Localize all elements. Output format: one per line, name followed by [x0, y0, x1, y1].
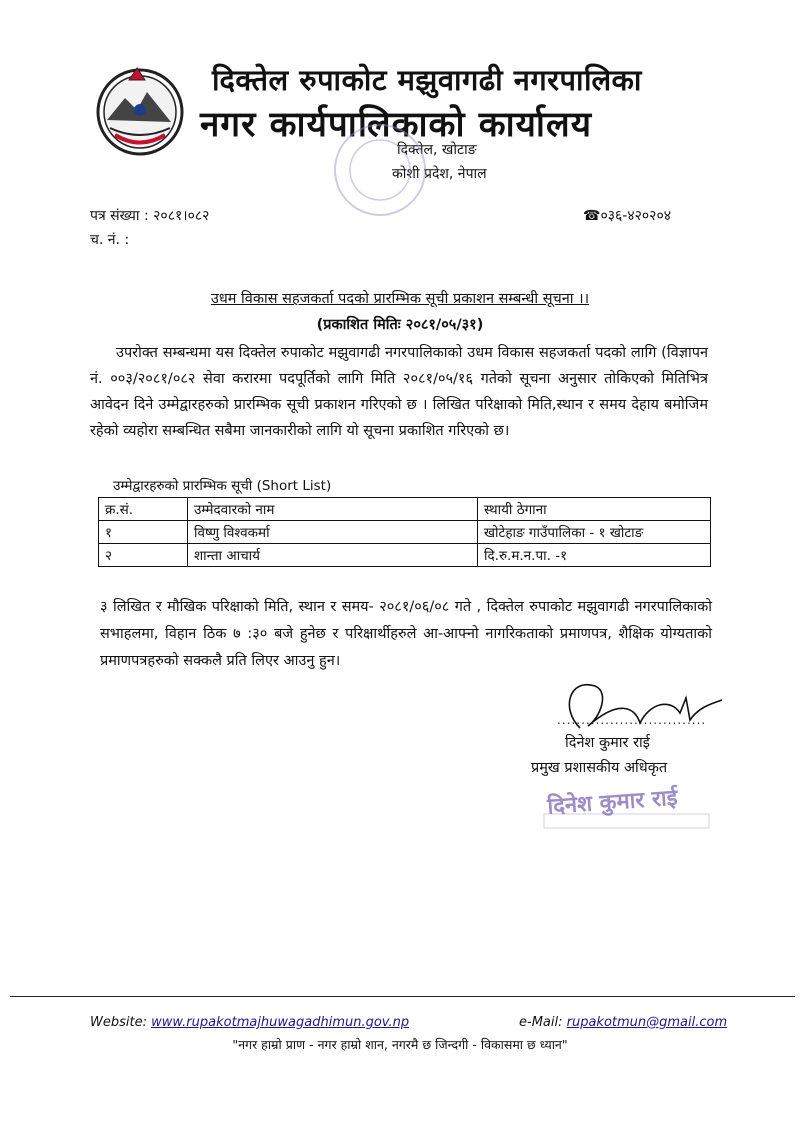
phone-number: ☎०३६-४२०२०४: [583, 208, 672, 224]
published-date: (प्रकाशित मितिः २०८१/०५/३१): [316, 317, 484, 333]
column-header-name: उम्मेदवारको नाम: [188, 498, 478, 521]
signer-title: प्रमुख प्रशासकीय अधिकृत: [531, 760, 668, 776]
email-link[interactable]: rupakotmun@gmail.com: [566, 1015, 728, 1030]
footer-divider: [10, 996, 795, 997]
cell-address: दि.रु.म.न.पा. -१: [478, 544, 711, 567]
email-label: e-Mail:: [519, 1015, 567, 1030]
municipality-name: दिक्तेल रुपाकोट मझुवागढी नगरपालिका: [212, 63, 642, 97]
shortlist-caption: उम्मेद्वारहरुको प्रारम्भिक सूची (Short List): [113, 478, 332, 494]
website-label: Website:: [90, 1015, 152, 1030]
address-line-1: दिक्तेल, खोटाङ: [397, 142, 477, 158]
stamp-text: दिनेश कुमार राई: [546, 785, 679, 820]
government-emblem-icon: [85, 60, 195, 160]
notice-subject: उधम विकास सहजकर्ता पदको प्रारम्भिक सूची प्रकाशन सम्बन्धी सूचना ।।: [210, 291, 590, 307]
table-header-row: [99, 498, 711, 521]
address-line-2: कोशी प्रदेश, नेपाल: [392, 166, 487, 182]
cell-serial: १: [99, 521, 188, 544]
footer-email: [519, 1015, 727, 1030]
footer-website: [90, 1015, 409, 1030]
cell-name: विष्णु विश्वकर्मा: [188, 521, 478, 544]
exam-details-paragraph: ३ लिखित र मौखिक परिक्षाको मिति, स्थान र समय- २०८१/०६/०८ गते , दिक्तेल रुपाकोट मझुवागढी नगरपालिकाको सभाहलमा, विहान ठिक ७ :३० बजे हुनेछ र परिक्षार्थीहरुले आ-आफ्नो नागरिकताको प्रमाणपत्र, शैक्षिक योग्यताको प्रमाणपत्रहरुको सक्कलै प्रति लिएर आउनु हुन।: [100, 599, 712, 669]
website-link[interactable]: www.rupakotmajhuwagadhimun.gov.np: [151, 1015, 410, 1030]
name-stamp-icon: [540, 780, 720, 840]
cell-address: खोटेहाङ गाउँपालिका - १ खोटाङ: [478, 521, 711, 544]
table-row: [99, 544, 711, 567]
office-stamp-icon: [325, 120, 435, 220]
cell-serial: २: [99, 544, 188, 567]
cell-name: शान्ता आचार्य: [188, 544, 478, 567]
letter-number: पत्र संख्या : २०८१।०८२: [90, 208, 210, 224]
shortlist-table: [98, 497, 711, 567]
column-header-serial: क्र.सं.: [99, 498, 188, 521]
table-row: [99, 521, 711, 544]
dispatch-number: च. नं. :: [90, 232, 130, 248]
signer-name: दिनेश कुमार राई: [565, 735, 650, 751]
notice-body: उपरोक्त सम्बन्धमा यस दिक्तेल रुपाकोट मझुवागढी नगरपालिकाको उधम विकास सहजकर्ता पदको लागि (विज्ञापन नं. ००३/२०८१/०८२ सेवा करारमा पदपूर्तिको लागि मिति २०८१/०५/१६ गतेको सूचना अनुसार तोकिएको मितिभित्र आवेदन दिने उम्मेद्वारहरुको प्रारम्भिक सूची प्रकाशन गरिएको छ । लिखित परिक्षाको मिति,स्थान र समय देहाय बमोजिम रहेको व्यहोरा सम्बन्धित सबैमा जानकारीको लागि यो सूचना प्रकाशित गरिएको छ।: [90, 345, 708, 439]
footer-slogan: "नगर हाम्रो प्राण - नगर हाम्रो शान, नगरमै छ जिन्दगी - विकासमा छ ध्यान": [232, 1037, 568, 1052]
office-name: नगर कार्यपालिकाको कार्यालय: [200, 105, 593, 145]
column-header-address: स्थायी ठेगाना: [478, 498, 711, 521]
signature-line: ...............................: [557, 713, 707, 727]
